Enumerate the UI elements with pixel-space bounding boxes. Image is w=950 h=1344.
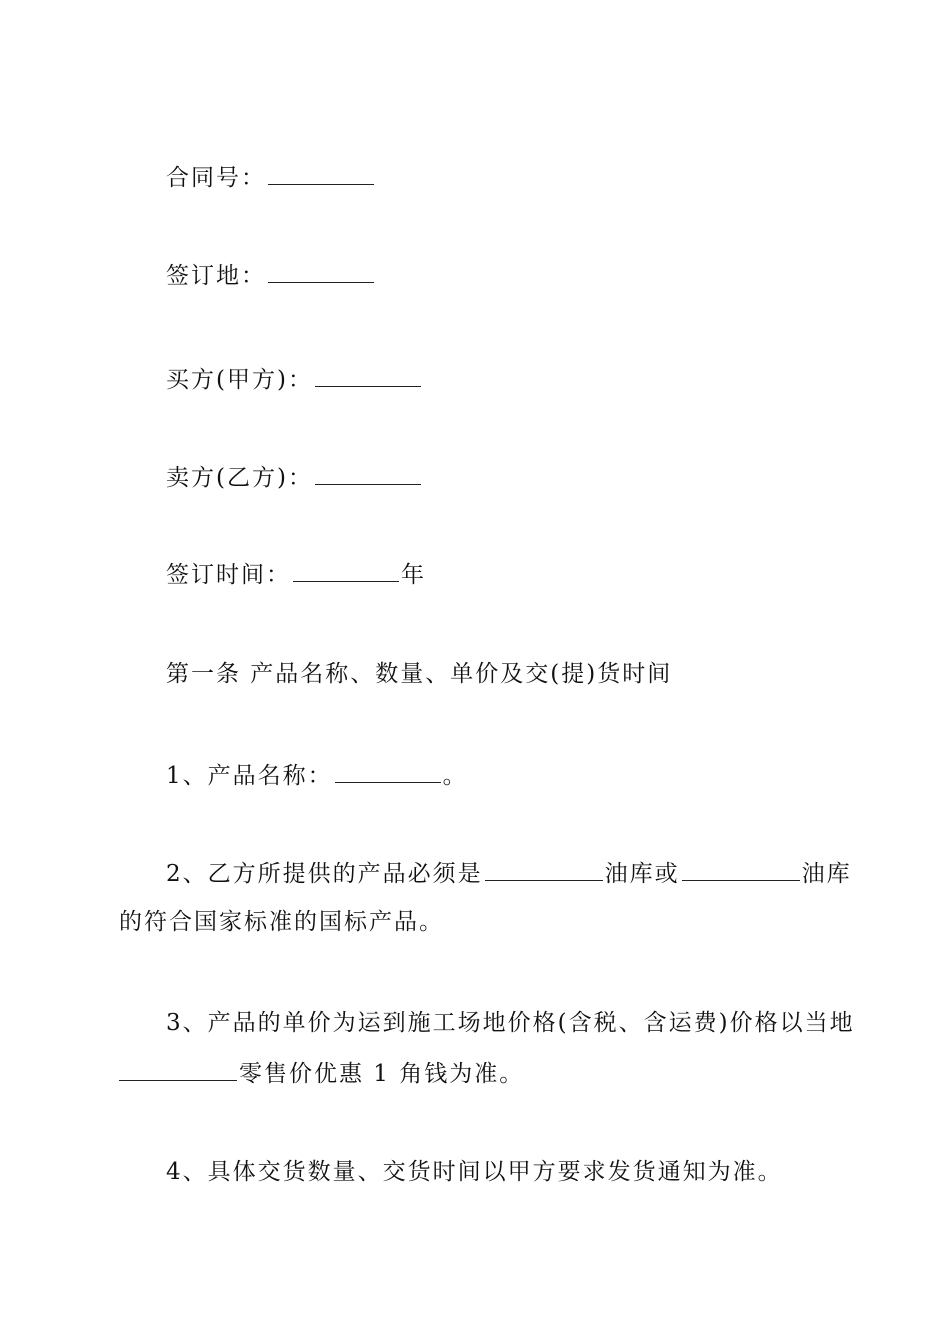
sign-place-blank	[268, 260, 374, 283]
sign-time-line	[166, 559, 426, 590]
item-3-line-2	[119, 1058, 524, 1089]
item-2-part-3: 油库	[801, 861, 852, 887]
item-3-line-1: 3、产品的单价为运到施工场地价格(含税、含运费)价格以当地	[166, 1010, 855, 1036]
item-1-prefix: 1、产品名称：	[166, 763, 333, 789]
item-2-part-2: 油库或	[604, 861, 680, 887]
buyer-line	[166, 364, 423, 395]
buyer-label: 买方(甲方)：	[166, 367, 313, 393]
seller-label: 卖方(乙方)：	[166, 465, 313, 491]
item-4-line: 4、具体交货数量、交货时间以甲方要求发货通知为准。	[166, 1159, 783, 1185]
item-1-suffix: 。	[442, 763, 468, 789]
seller-blank	[315, 462, 421, 485]
item-2-line-1	[166, 858, 852, 889]
article-1-title: 第一条 产品名称、数量、单价及交(提)货时间	[166, 661, 673, 687]
item-2-part-1: 2、乙方所提供的产品必须是	[166, 861, 483, 887]
year-label: 年	[401, 562, 426, 588]
oil-depot-blank-1	[485, 858, 603, 881]
sign-place-label: 签订地：	[166, 263, 266, 289]
oil-depot-blank-2	[682, 858, 800, 881]
product-name-blank	[335, 760, 441, 783]
item-3-line-2-suffix: 零售价优惠 1 角钱为准。	[239, 1061, 525, 1087]
item-2-line-2: 的符合国家标准的国标产品。	[119, 909, 444, 935]
local-price-blank	[119, 1058, 237, 1081]
contract-number-label: 合同号：	[166, 165, 266, 191]
buyer-blank	[315, 364, 421, 387]
sign-place-line	[166, 260, 376, 291]
item-1-line	[166, 760, 468, 791]
seller-line	[166, 462, 423, 493]
sign-time-blank	[293, 559, 399, 582]
contract-number-line	[166, 162, 376, 193]
contract-number-blank	[268, 162, 374, 185]
sign-time-label: 签订时间：	[166, 562, 291, 588]
